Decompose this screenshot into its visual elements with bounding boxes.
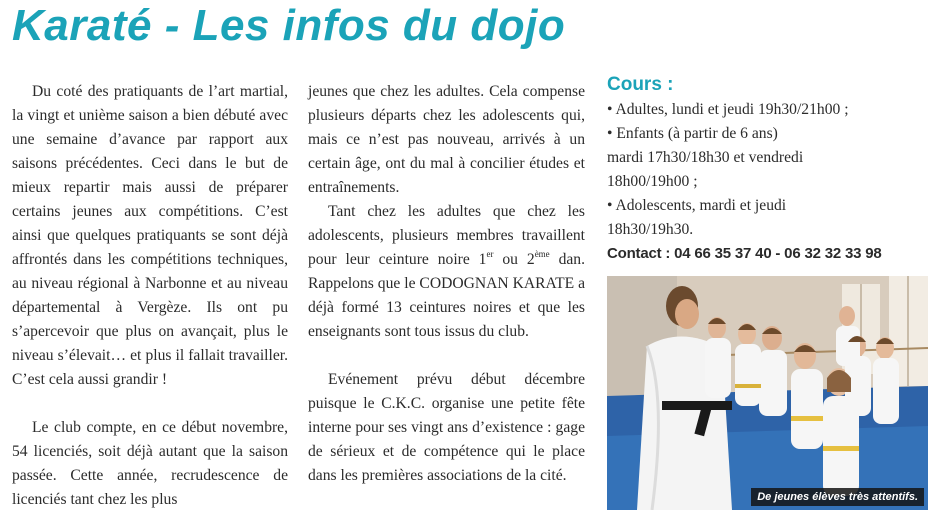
cours-adolescents: • Adolescents, mardi et jeudi [607,197,787,214]
dojo-photo-illustration [607,276,928,510]
paragraph-saison: Du coté des pratiquants de l’art martial, la vingt et unième saison a bien débuté avec une semaine d’avance par rapport aux saisons précédentes. Ceci dans le but de mieux repartir mais aussi de préparer certains jeunes aux compétitions. C’est ainsi que quelques pratiquants se sont déjà affrontés dans les compétitions techniques, au niveau régional à Narbonne et au niveau départemental à Vergèze. Ils ont pu s’apercevoir que plus on avançait, plus le niveau s’élevait… et plus il fallait travailler. C’est cela aussi grandir ! [12,83,288,388]
text-part: Tant chez les adultes que chez les adolescents, plusieurs membres travaillent pour leur ceinture noire 1 [308,203,585,268]
cours-enfants-horaires-2: 18h00/19h00 ; [607,173,698,190]
column-2 [308,80,585,488]
cours-adultes: • Adultes, lundi et jeudi 19h30/21h00 ; [607,101,849,118]
article-title: Karaté - Les infos du dojo [12,1,566,50]
paragraph-ceintures [308,200,585,344]
cours-enfants-horaires-1: mardi 17h30/18h30 et vendredi [607,149,804,166]
superscript-er: er [486,249,494,259]
dojo-photo [607,276,928,510]
cours-box [607,74,923,266]
text-part: ou 2 [493,251,535,268]
cours-adolescents-horaires: 18h30/19h30. [607,221,694,238]
paragraph-departs: jeunes que chez les adultes. Cela compense plusieurs départs chez les adolescents qui, mais ce n’est pas nouveau, arrivés à un certain âge, ont du mal à concilier études et entraînements. [308,83,585,196]
cours-enfants: • Enfants (à partir de 6 ans) [607,125,778,142]
contact-phone: Contact : 04 66 35 37 40 - 06 32 32 33 98 [607,245,882,262]
text-part: dan. Rappelons que le CODOGNAN KARATE a déjà formé 13 ceintures noires et que les enseignants sont tous issus du club. [308,251,586,340]
superscript-eme: ème [534,249,550,259]
paragraph-evenement: Evénement prévu début décembre puisque le C.K.C. organise une petite fête interne pour ses vingt ans d’existence : gage de sérieux et de compétence qui le place dans les premières associations de la cité. [308,371,585,484]
photo-caption: De jeunes élèves très attentifs. [751,488,924,506]
column-1 [12,80,288,512]
paragraph-licencies: Le club compte, en ce début novembre, 54 licenciés, soit déjà autant que la saison passée. Cette année, recrudescence de licenciés tant chez les plus [12,419,288,508]
cours-heading: Cours : [607,74,674,95]
